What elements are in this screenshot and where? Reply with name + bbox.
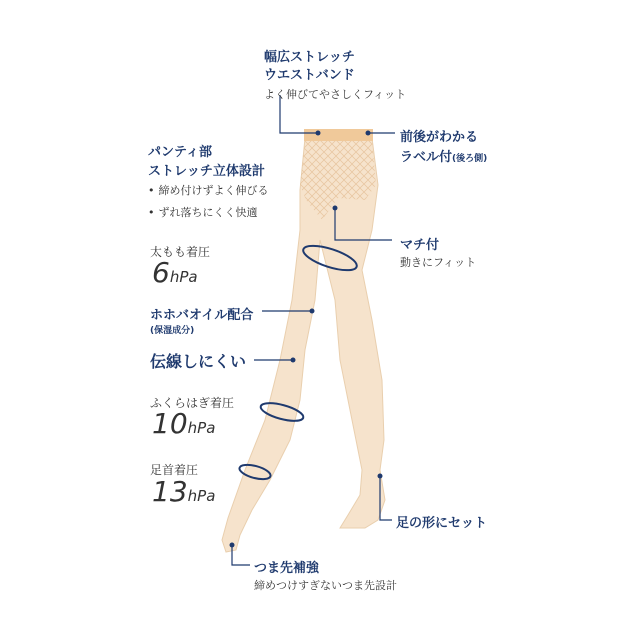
waistband xyxy=(304,129,373,141)
panty-bullet-1: • 締め付けずよく伸びる xyxy=(148,182,269,198)
waist-title1: 幅広ストレッチ xyxy=(264,50,355,65)
calf-unit: hPa xyxy=(187,419,216,437)
label-title2: ラベル付 xyxy=(400,150,453,165)
thigh-value-wrap xyxy=(152,256,198,289)
tights-body xyxy=(222,138,385,552)
ankle-unit: hPa xyxy=(187,487,216,505)
label-title1: 前後がわかる xyxy=(400,130,479,145)
panty-bullet-2: • ずれ落ちにくく快適 xyxy=(148,204,258,220)
ankle-label: 足首着圧 xyxy=(150,463,199,477)
jojoba-note: (保湿成分) xyxy=(150,326,195,336)
calf-value: 10 xyxy=(152,407,188,440)
label-note: (後ろ側) xyxy=(452,154,488,164)
jojoba-title: ホホバオイル配合 xyxy=(150,308,254,323)
heel-title: 足の形にセット xyxy=(396,516,488,531)
gusset-title: マチ付 xyxy=(400,238,440,253)
thigh-value: 6 xyxy=(152,256,170,289)
runs-title: 伝線しにくい xyxy=(150,352,247,371)
toe-title: つま先補強 xyxy=(254,561,320,576)
thigh-label: 太もも着圧 xyxy=(150,245,211,259)
toe-desc: 締めつけすぎないつま先設計 xyxy=(254,579,397,592)
waist-desc: よく伸びてやさしくフィット xyxy=(264,88,407,101)
thigh-unit: hPa xyxy=(169,268,198,286)
label-title2-wrap xyxy=(400,146,487,165)
panty-title1: パンティ部 xyxy=(148,145,212,160)
calf-label: ふくらはぎ着圧 xyxy=(150,396,235,410)
calf-value-wrap xyxy=(152,407,215,440)
ankle-value-wrap xyxy=(152,475,215,508)
gusset-desc: 動きにフィット xyxy=(400,256,477,269)
waist-title2: ウエストバンド xyxy=(264,68,355,83)
panty-title2: ストレッチ立体設計 xyxy=(148,164,265,179)
ankle-value: 13 xyxy=(152,475,188,508)
